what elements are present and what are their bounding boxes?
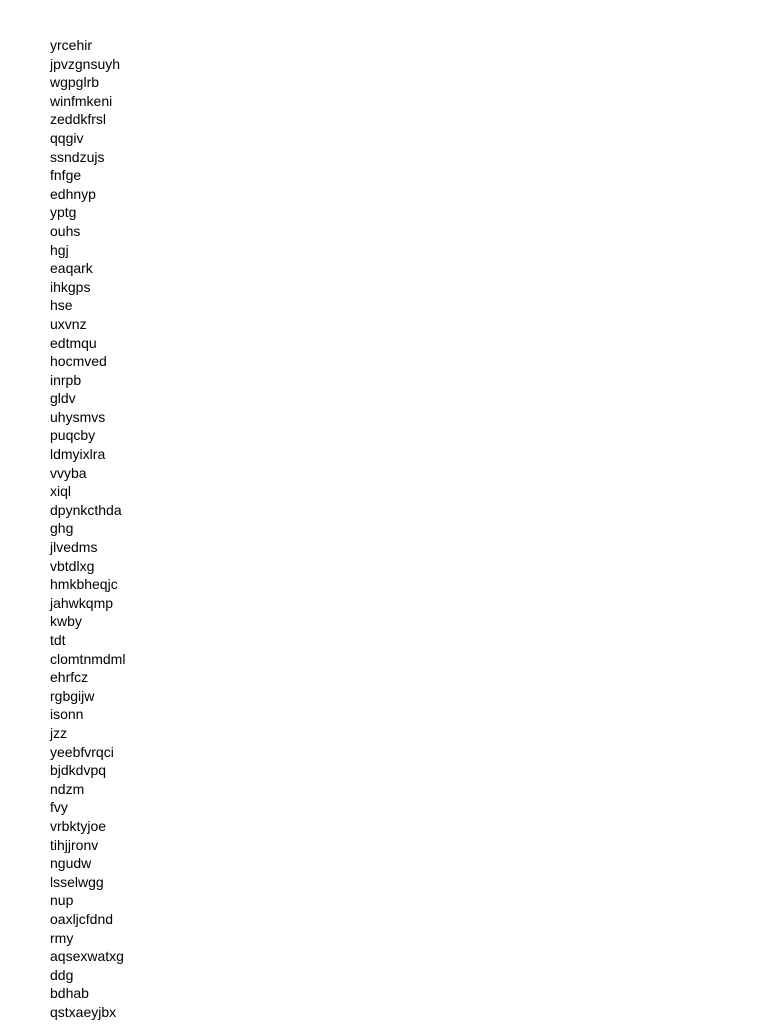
word-item: eaqark xyxy=(50,260,93,277)
word-item: ihkgps xyxy=(50,278,91,295)
word-item: dpynkcthda xyxy=(50,501,122,518)
word-item: qstxaeyjbx xyxy=(50,1003,117,1020)
word-item: ndzm xyxy=(50,780,85,797)
word-item: hmkbheqjc xyxy=(50,576,118,593)
word-item: ddg xyxy=(50,966,74,983)
word-item: qqgiv xyxy=(50,129,84,146)
word-item: jlvedms xyxy=(50,539,98,556)
word-item: nup xyxy=(50,892,74,909)
word-item: vrbktyjoe xyxy=(50,817,107,834)
word-item: rgbgijw xyxy=(50,687,95,704)
word-item: isonn xyxy=(50,706,84,723)
word-item: jahwkqmp xyxy=(50,594,114,611)
word-item: hse xyxy=(50,297,73,314)
word-item: gldv xyxy=(50,390,76,407)
word-item: ehrfcz xyxy=(50,669,89,686)
word-item: ldmyixlra xyxy=(50,446,106,463)
word-item: puqcby xyxy=(50,427,96,444)
word-list xyxy=(50,36,125,1021)
word-item: aqsexwatxg xyxy=(50,948,124,965)
word-item: fvy xyxy=(50,799,68,816)
word-item: ssndzujs xyxy=(50,148,105,165)
word-item: yptg xyxy=(50,204,77,221)
word-item: lsselwgg xyxy=(50,873,104,890)
word-item: vbtdlxg xyxy=(50,557,95,574)
word-item: yeebfvrqci xyxy=(50,743,114,760)
word-item: fnfge xyxy=(50,167,82,184)
word-item: xiql xyxy=(50,483,72,500)
word-item: rmy xyxy=(50,929,74,946)
word-item: tihjjronv xyxy=(50,836,99,853)
word-item: ouhs xyxy=(50,222,81,239)
word-item: hocmved xyxy=(50,353,107,370)
word-item: hgj xyxy=(50,241,69,258)
word-item: ghg xyxy=(50,520,74,537)
word-item: edtmqu xyxy=(50,334,97,351)
word-item: uxvnz xyxy=(50,315,87,332)
word-item: zeddkfrsl xyxy=(50,111,107,128)
word-item: jpvzgnsuyh xyxy=(50,55,121,72)
word-item: bdhab xyxy=(50,985,89,1002)
word-item: inrpb xyxy=(50,371,82,388)
word-item: winfmkeni xyxy=(50,92,113,109)
word-item: clomtnmdml xyxy=(50,650,126,667)
word-item: bjdkdvpq xyxy=(50,762,107,779)
word-item: tdt xyxy=(50,632,66,648)
word-item: kwby xyxy=(50,613,82,630)
word-item: edhnyp xyxy=(50,185,96,202)
word-item: ngudw xyxy=(50,855,92,872)
word-item: uhysmvs xyxy=(50,408,106,425)
word-item: jzz xyxy=(50,724,68,741)
word-item: wgpglrb xyxy=(50,74,100,91)
word-item: yrcehir xyxy=(50,37,93,53)
word-item: vvyba xyxy=(50,464,87,481)
word-item: oaxljcfdnd xyxy=(50,910,114,927)
